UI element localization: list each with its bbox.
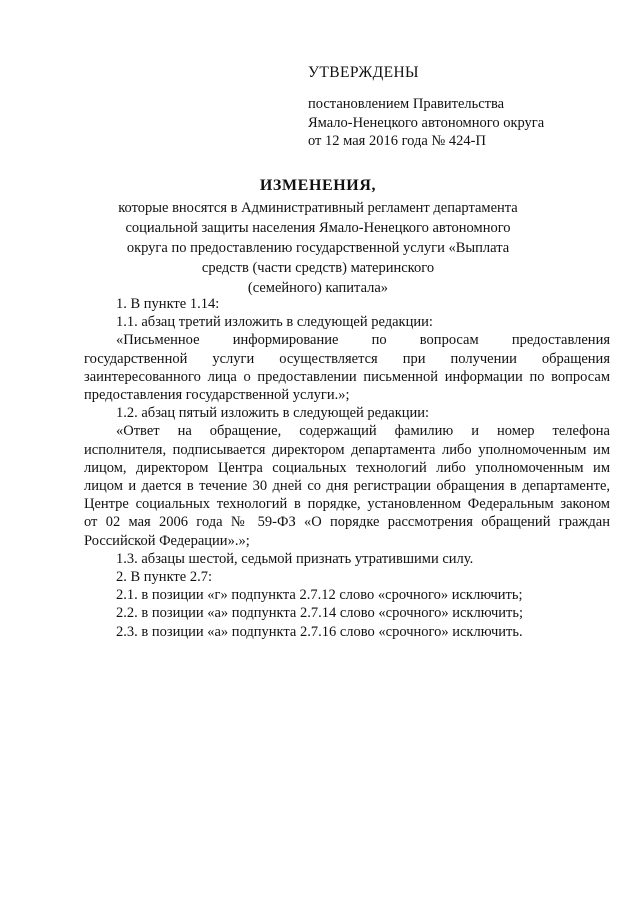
title-line: округа по предоставлению государственной услуги «Выплата [126, 240, 510, 256]
item-2-1: 2.1. в позиции «г» подпункта 2.7.12 слово «срочного» исключить; [116, 587, 523, 604]
quote-line: «Письменное информирование по вопросам предоставления [116, 332, 610, 349]
title-line: (семейного) капитала» [247, 280, 389, 296]
quote-1 [84, 331, 610, 404]
quote-line: от 02 мая 2006 года № 59-ФЗ «О порядке рассмотрения обращений граждан [84, 514, 610, 531]
quote-line: Центре социальных технологий в порядке, установленном Федеральным законом [84, 496, 610, 513]
quote-line: государственной услуги осуществляется при получении обращения [84, 350, 610, 367]
item-1: 1. В пункте 1.14: [116, 296, 220, 312]
title-line: средств (части средств) материнского [201, 260, 435, 276]
document-title: ИЗМЕНЕНИЯ, [259, 177, 377, 194]
quote-line: Российской Федерации».»; [84, 532, 250, 549]
document-body [84, 295, 610, 641]
quote-line: «Ответ на обращение, содержащий фамилию и номер телефона [116, 423, 610, 440]
approval-heading: УТВЕРЖДЕНЫ [308, 64, 419, 81]
item-1-1: 1.1. абзац третий изложить в следующей редакции: [116, 314, 433, 331]
quote-line: лицом и дается в течение 30 дней со дня регистрации обращения в департаменте, [84, 478, 610, 495]
title-block [118, 176, 518, 298]
approval-line: постановлением Правительства [308, 96, 505, 112]
quote-2 [84, 422, 610, 549]
approval-line: от 12 мая 2016 года № 424-П [308, 133, 486, 149]
item-2: 2. В пункте 2.7: [116, 569, 212, 586]
title-line: социальной защиты населения Ямало-Ненецкого автономного [125, 220, 511, 236]
approval-block [308, 63, 608, 151]
quote-line: исполнителя, подписывается директором департамента либо уполномоченным им [84, 441, 610, 458]
approval-line: Ямало-Ненецкого автономного округа [308, 114, 545, 131]
quote-line: заинтересованного лица о предоставлении письменной информации по вопросам [84, 368, 610, 385]
item-2-2: 2.2. в позиции «а» подпункта 2.7.14 слово «срочного» исключить; [116, 605, 524, 622]
quote-line: предоставления государственной услуги.»; [84, 387, 350, 404]
title-line: которые вносятся в Административный регламент департамента [118, 200, 518, 216]
item-1-3: 1.3. абзацы шестой, седьмой признать утратившими силу. [116, 550, 474, 567]
item-2-3: 2.3. в позиции «а» подпункта 2.7.16 слово «срочного» исключить. [116, 623, 523, 640]
quote-line: лицом, директором Центра социальных технологий либо уполномоченным им [84, 459, 610, 476]
item-1-2: 1.2. абзац пятый изложить в следующей редакции: [116, 405, 430, 422]
